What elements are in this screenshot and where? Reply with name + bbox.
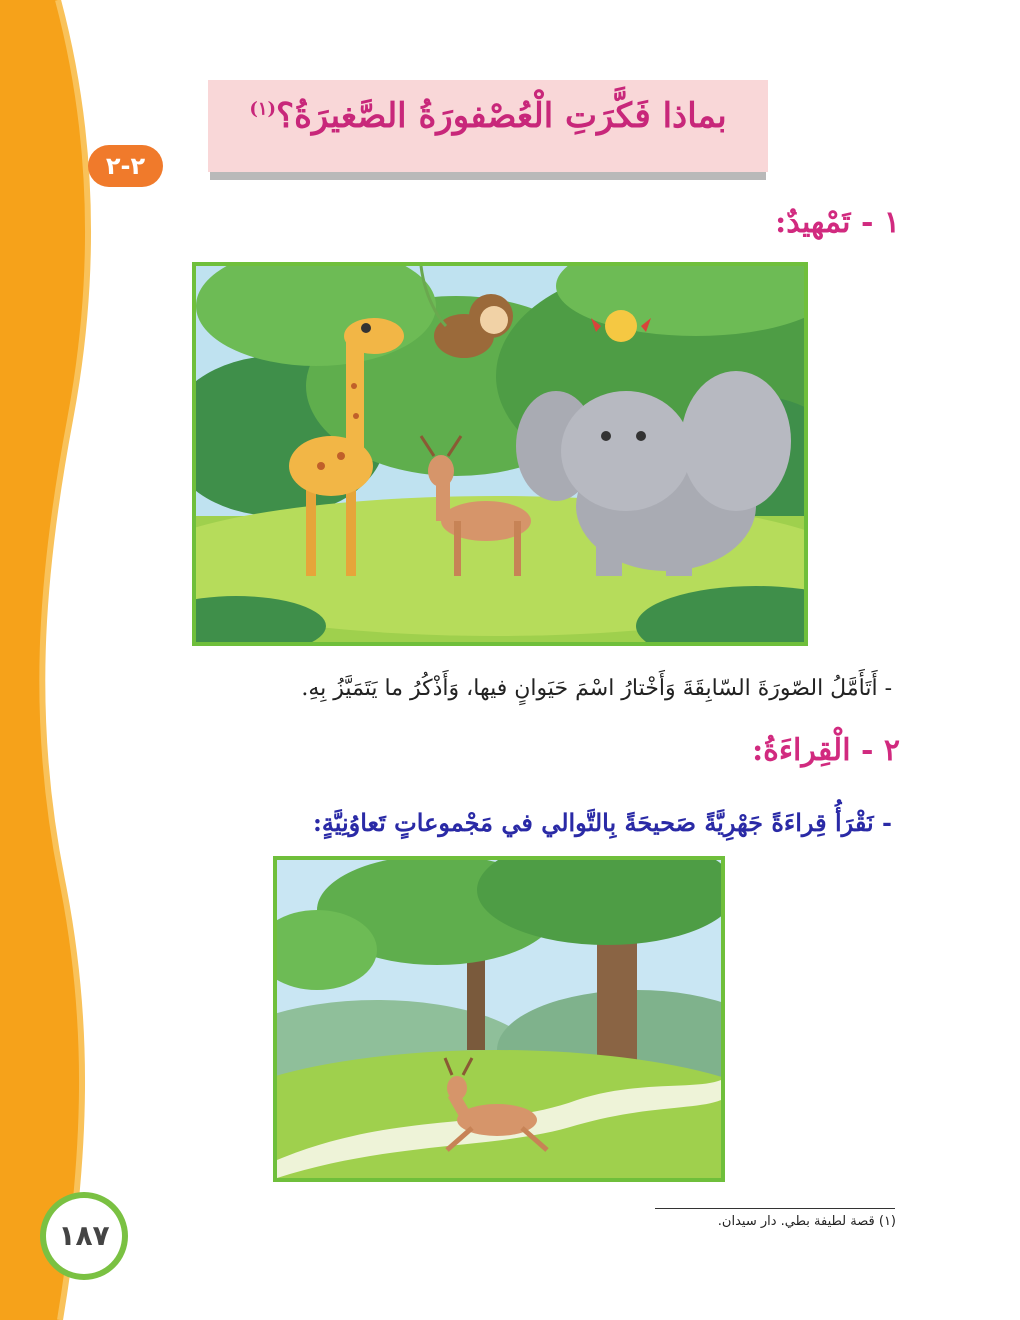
- intro-heading: ١ - تَمْهيدٌ:: [775, 205, 900, 240]
- reading-instruction: - نَقْرَأُ قِراءَةً جَهْرِيَّةً صَحيحَةً بِالتَّوالي في مَجْموعاتٍ تَعاوُنِيَّةٍ:: [313, 808, 892, 837]
- page-title: [216, 96, 760, 136]
- title-footnote-ref: (١): [249, 98, 277, 120]
- running-deer-picture: [273, 856, 725, 1182]
- page-number: ١٨٧: [46, 1198, 122, 1274]
- title-banner: [208, 80, 768, 172]
- title-text: بماذا فَكَّرَتِ الْعُصْفورَةُ الصَّغيرَةُ؟: [276, 96, 727, 136]
- footnote-divider: [655, 1208, 895, 1209]
- reading-heading: ٢ - الْقِراءَةُ:: [752, 733, 900, 768]
- forest-animals-picture: [192, 262, 808, 646]
- page-number-circle: [40, 1192, 128, 1280]
- intro-instruction: - أَتَأَمَّلُ الصّورَةَ السّابِقَةَ وَأَخْتارُ اسْمَ حَيَوانٍ فيها، وَأَذْكُرُ ما يَتَمَيَّزُ بِهِ.: [301, 676, 892, 701]
- footnote: (١) قصة لطيفة بطي. دار سيدان.: [717, 1214, 896, 1229]
- section-badge: ٢-٢: [88, 145, 163, 187]
- sidebar-decoration: [0, 0, 140, 1320]
